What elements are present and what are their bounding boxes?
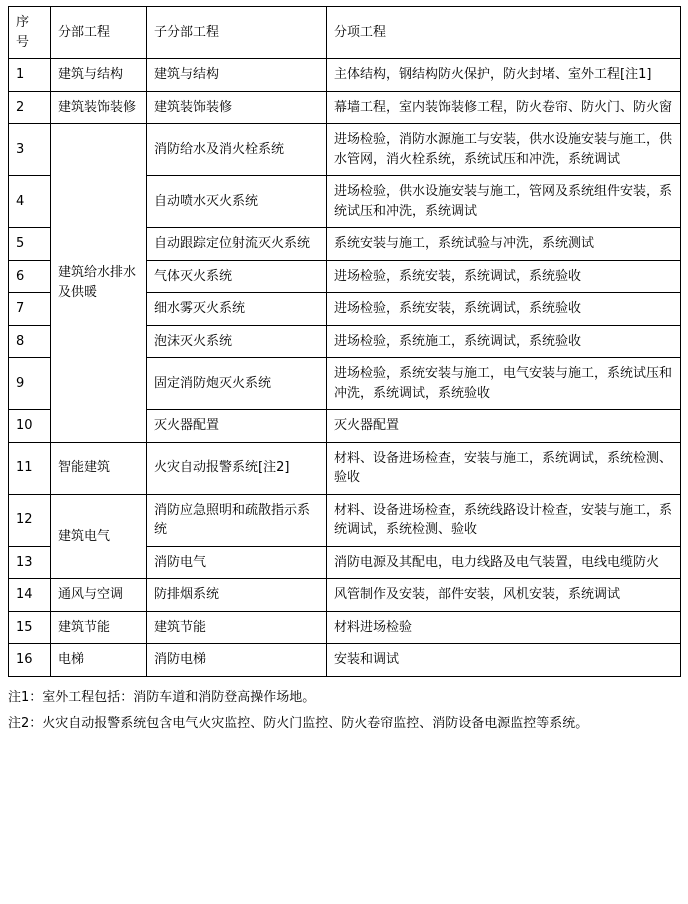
row-items: 幕墙工程，室内装饰装修工程，防火卷帘、防火门、防火窗 [327, 91, 681, 124]
table-row [9, 611, 681, 644]
row-subdivision: 建筑节能 [147, 611, 327, 644]
row-subdivision: 消防应急照明和疏散指示系统 [147, 494, 327, 546]
row-items: 进场检验，系统安装，系统调试，系统验收 [327, 260, 681, 293]
row-division: 建筑电气 [51, 494, 147, 579]
table-row [9, 494, 681, 546]
row-no: 9 [9, 358, 51, 410]
row-subdivision: 自动喷水灭火系统 [147, 176, 327, 228]
row-no: 7 [9, 293, 51, 326]
fire-protection-division-table [8, 6, 681, 677]
table-row [9, 91, 681, 124]
row-subdivision: 灭火器配置 [147, 410, 327, 443]
row-no: 11 [9, 442, 51, 494]
column-header-subdivision: 子分部工程 [147, 7, 327, 59]
row-subdivision: 消防给水及消火栓系统 [147, 124, 327, 176]
row-division: 电梯 [51, 644, 147, 677]
row-subdivision: 自动跟踪定位射流灭火系统 [147, 228, 327, 261]
table-notes [8, 687, 680, 737]
row-division: 智能建筑 [51, 442, 147, 494]
row-items: 进场检验，消防水源施工与安装，供水设施安装与施工，供水管网，消火栓系统，系统试压和冲洗，系统调试 [327, 124, 681, 176]
table-row [9, 644, 681, 677]
row-division: 建筑节能 [51, 611, 147, 644]
row-items: 风管制作及安装，部件安装，风机安装，系统调试 [327, 579, 681, 612]
row-items: 灭火器配置 [327, 410, 681, 443]
row-items: 进场检验，系统施工，系统调试，系统验收 [327, 325, 681, 358]
row-no: 12 [9, 494, 51, 546]
row-no: 14 [9, 579, 51, 612]
row-subdivision: 细水雾灭火系统 [147, 293, 327, 326]
row-subdivision: 火灾自动报警系统[注2] [147, 442, 327, 494]
note-2: 注2：火灾自动报警系统包含电气火灾监控、防火门监控、防火卷帘监控、消防设备电源监控等系统。 [8, 716, 589, 732]
row-subdivision: 建筑装饰装修 [147, 91, 327, 124]
row-no: 13 [9, 546, 51, 579]
row-no: 15 [9, 611, 51, 644]
row-items: 消防电源及其配电，电力线路及电气装置，电线电缆防火 [327, 546, 681, 579]
row-items: 安装和调试 [327, 644, 681, 677]
row-no: 8 [9, 325, 51, 358]
row-items: 材料进场检验 [327, 611, 681, 644]
column-header-no-line2: 号 [16, 34, 30, 50]
row-items: 材料、设备进场检查，安装与施工，系统调试，系统检测、验收 [327, 442, 681, 494]
row-no: 4 [9, 176, 51, 228]
row-no: 10 [9, 410, 51, 443]
row-no: 2 [9, 91, 51, 124]
row-no: 1 [9, 59, 51, 92]
row-no: 6 [9, 260, 51, 293]
column-header-no [9, 7, 51, 59]
row-subdivision: 消防电梯 [147, 644, 327, 677]
row-division: 建筑装饰装修 [51, 91, 147, 124]
row-division: 建筑与结构 [51, 59, 147, 92]
row-no: 5 [9, 228, 51, 261]
row-items: 主体结构，钢结构防火保护，防火封堵、室外工程[注1] [327, 59, 681, 92]
table-row [9, 579, 681, 612]
table-row [9, 442, 681, 494]
row-division: 建筑给水排水及供暖 [51, 124, 147, 443]
row-subdivision: 防排烟系统 [147, 579, 327, 612]
row-subdivision: 消防电气 [147, 546, 327, 579]
row-items: 进场检验，系统安装，系统调试，系统验收 [327, 293, 681, 326]
row-division: 通风与空调 [51, 579, 147, 612]
column-header-items: 分项工程 [327, 7, 681, 59]
row-items: 系统安装与施工，系统试验与冲洗，系统测试 [327, 228, 681, 261]
table-row [9, 59, 681, 92]
row-subdivision: 建筑与结构 [147, 59, 327, 92]
table-row [9, 124, 681, 176]
row-items: 进场检验，系统安装与施工，电气安装与施工，系统试压和冲洗，系统调试，系统验收 [327, 358, 681, 410]
table-header-row [9, 7, 681, 59]
row-subdivision: 气体灭火系统 [147, 260, 327, 293]
row-no: 16 [9, 644, 51, 677]
row-no: 3 [9, 124, 51, 176]
column-header-no-line1: 序 [16, 15, 30, 30]
row-subdivision: 固定消防炮灭火系统 [147, 358, 327, 410]
row-items: 材料、设备进场检查，系统线路设计检查，安装与施工，系统调试，系统检测、验收 [327, 494, 681, 546]
note-1: 注1：室外工程包括：消防车道和消防登高操作场地。 [8, 689, 316, 705]
column-header-division: 分部工程 [51, 7, 147, 59]
row-subdivision: 泡沫灭火系统 [147, 325, 327, 358]
row-items: 进场检验，供水设施安装与施工，管网及系统组件安装，系统试压和冲洗，系统调试 [327, 176, 681, 228]
